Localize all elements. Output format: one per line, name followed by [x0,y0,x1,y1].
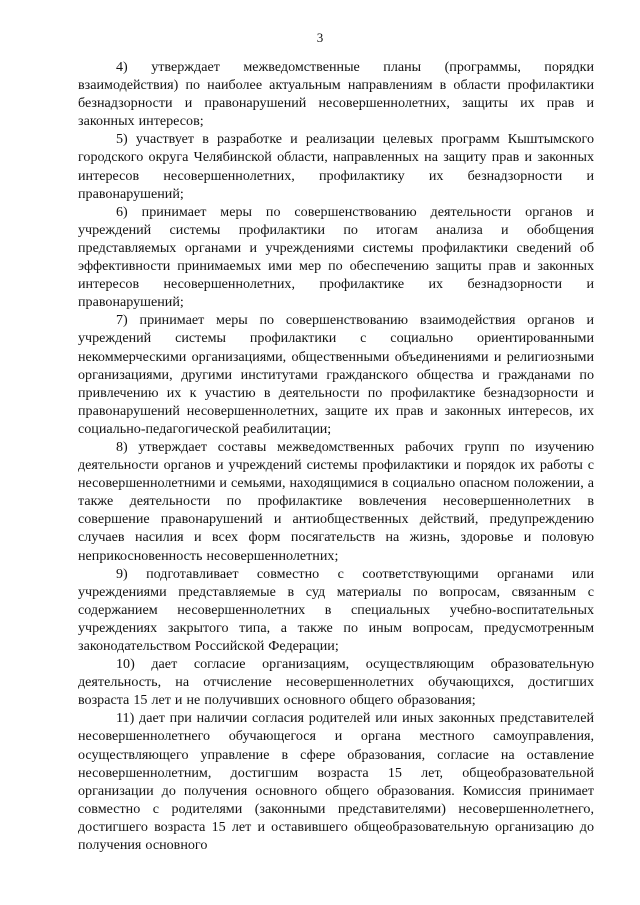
paragraph-item-11: 11) дает при наличии согласия родителей или иных законных представителей несовершеннолетнего обучающегося и органа местного самоуправления, осуществляющего управление в сфере образования, согласие на оставление несовершеннолетним, достигшим возраста 15 лет, общеобразовательной организации до получения основного общего образования. Комиссия принимает совместно с родителями (законными представителями) несовершеннолетнего, достигшего возраста 15 лет и оставившего общеобразовательную организацию до получения основного [78,710,594,854]
paragraph-item-6: 6) принимает меры по совершенствованию деятельности органов и учреждений системы профилактики по итогам анализа и обобщения представляемых органами и учреждениями системы профилактики сведений об эффективности принимаемых ими мер по обеспечению защиты прав и законных интересов несовершеннолетних, профилактике их безнадзорности и правонарушений; [78,203,594,311]
document-body [78,58,594,854]
paragraph-item-4: 4) утверждает межведомственные планы (программы, порядки взаимодействия) по наиболее актуальным направлениям в области профилактики безнадзорности и правонарушений несовершеннолетних, защиты их прав и законных интересов; [78,59,594,130]
paragraph-item-7: 7) принимает меры по совершенствованию взаимодействия органов и учреждений системы профилактики с социально ориентированными некоммерческими организациями, общественными объединениями и религиозными организациями, другими институтами гражданского общества и гражданами по привлечению их к участию в деятельности по профилактике безнадзорности и правонарушений несовершеннолетних, защите их прав и законных интересов, их социально-педагогической реабилитации; [78,312,594,437]
paragraph-item-9: 9) подготавливает совместно с соответствующими органами или учреждениями представляемые в суд материалы по вопросам, связанным с содержанием несовершеннолетних в специальных учебно-воспитательных учреждениях закрытого типа, а также по иным вопросам, предусмотренным законодательством Российской Федерации; [78,565,594,654]
paragraph-item-10: 10) дает согласие организациям, осуществляющим образовательную деятельность, на отчисление несовершеннолетних обучающихся, достигших возраста 15 лет и не получивших основного общего образования; [78,656,594,709]
paragraph-item-5: 5) участвует в разработке и реализации целевых программ Кыштымского городского округа Челябинской области, направленных на защиту прав и законных интересов несовершеннолетних, профилактику их безнадзорности и правонарушений; [78,131,594,202]
paragraph-item-8: 8) утверждает составы межведомственных рабочих групп по изучению деятельности органов и учреждений системы профилактики и порядок их работы с несовершеннолетними и семьями, находящимися в социально опасном положении, а также деятельности по профилактике вовлечения несовершеннолетних в совершение правонарушений и антиобщественных действий, предупреждению случаев насилия и всех форм посягательств на жизнь, здоровье и половую неприкосновенность несовершеннолетних; [78,438,594,564]
page-number: 3 [316,30,324,45]
